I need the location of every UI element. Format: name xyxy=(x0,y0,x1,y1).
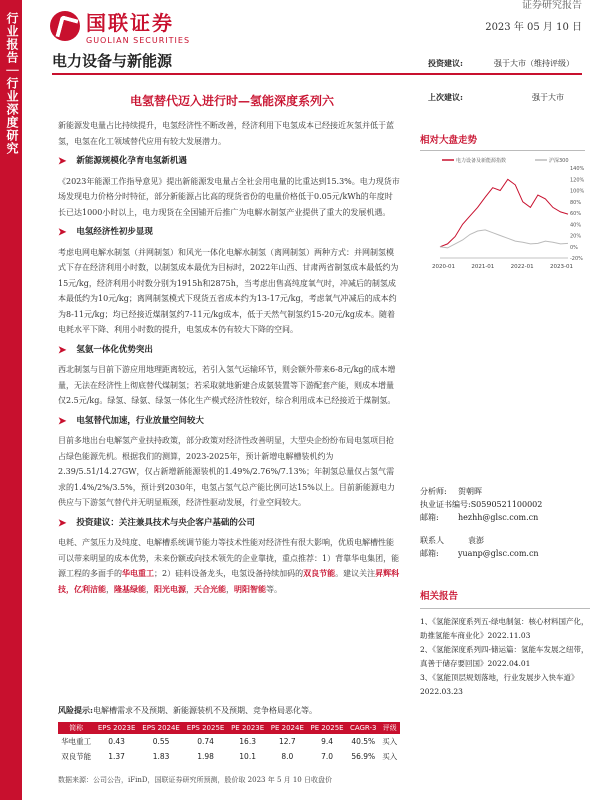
table-header: PE 2023E xyxy=(228,722,268,734)
related-item[interactable]: 1、《氢能深度系列五-绿电制氢：核心材料国产化，助推氢能车商业化》2022.11.03 xyxy=(420,617,589,640)
x-tick-label: 2023-01 xyxy=(550,264,573,270)
arrow-icon: ➤ xyxy=(58,415,67,427)
valuation-table xyxy=(58,722,400,764)
cert-label: 执业证书编号: xyxy=(420,500,471,509)
section-text: 西北制氢与目前下游应用地理距离较远，若引入氢气运输环节，则会额外带来6-8元/kg的成本增量，无法在经济性上彻底替代煤制氢；若采取就地新建合成氨装置等下游配套产能，则成本增量仅2.5元/kg。绿氢、绿氨、绿氢一体化生产模式经济性较好，综合利用成本已经接近于煤制氢。 xyxy=(58,365,396,405)
series-line-csi300 xyxy=(440,230,568,248)
intro-paragraph: 新能源发电量占比持续提升，电氢经济性不断改善，经济利用下电氢成本已经接近灰氢并低于蓝氢，电氢在化工领域替代应用有较大发展潜力。 xyxy=(58,121,394,146)
y-tick-label: 120% xyxy=(570,177,585,184)
table-cell: 华电重工 xyxy=(61,737,92,746)
y-tick-label: 0% xyxy=(570,244,578,251)
y-tick-label: -20% xyxy=(570,256,583,262)
rating-value: 强于大市（维持评级） xyxy=(494,59,574,68)
divider xyxy=(52,73,582,75)
table-header: EPS 2023E xyxy=(94,722,138,734)
table-cell: 1.98 xyxy=(197,752,214,761)
author-label: 分析师: xyxy=(420,487,447,496)
rating-label: 投资建议: xyxy=(428,58,463,68)
table-cell: 1.83 xyxy=(152,752,170,761)
y-tick-label: 80% xyxy=(570,199,582,206)
analyst-info xyxy=(420,485,585,560)
arrow-icon: ➤ xyxy=(58,227,67,238)
chart-svg xyxy=(420,150,585,280)
report-type: 证券研究报告 xyxy=(522,0,582,11)
last-rating-label: 上次建议: xyxy=(428,92,463,102)
section-heading xyxy=(58,414,400,430)
table-cell: 12.7 xyxy=(278,737,296,746)
table-cell: 0.43 xyxy=(108,737,125,746)
table-cell: 0.55 xyxy=(152,737,170,746)
table-cell: 7.0 xyxy=(321,752,333,761)
email-label: 邮箱: xyxy=(420,513,439,522)
x-tick-label: 2020-01 xyxy=(432,264,455,270)
table-cell: 16.3 xyxy=(239,737,256,746)
author-name: 贺朝晖 xyxy=(458,487,482,496)
arrow-icon: ➤ xyxy=(58,344,67,356)
table-header: PE 2024E xyxy=(267,722,307,734)
section-heading xyxy=(58,516,400,532)
related-item[interactable]: 3、《氢能顶层规划落地，行业发展步入快车道》2022.03.23 xyxy=(420,673,579,696)
y-tick-label: 60% xyxy=(570,211,582,217)
table-header: CAGR-3 xyxy=(347,722,380,734)
y-tick-label: 20% xyxy=(570,233,582,240)
last-rating-value: 强于大市 xyxy=(532,93,564,102)
main-content xyxy=(58,118,400,597)
table-header: 评级 xyxy=(380,722,400,734)
section-text: 目前多地出台电解氢产业扶持政策，部分政策对经济性改善明显，大型央企纷纷布局电氢项目抢占绿色能源先机。根据我们的测算，2023-2025年，预计新增电解槽装机约为2.39/5.51/14.27GW，仅占新增新能源装机的1.49%/2.76%/7.13%；年制氢总量仅占氢气需求的1.4%/2%/3.5%，预计到2030年，电氢占氢气总产能比例可达15%以上。目前新能源电力供应与下游氢气替代并无明显瓶颈，经济性驱动发展，行业空间较大。 xyxy=(58,436,395,507)
table-cell: 10.1 xyxy=(239,752,256,761)
section-text: 考虑电网电解水制氢（并网制氢）和风光一体化电解水制氢（离网制氢）两种方式：并网制氢模式下存在经济利用小时数，以制氢成本最优为目标时，2022年山西、甘肃两省制氢成本最低约为15元/kg，经济利用小时数分别为1915h和2875h，当考虑出售高纯度氧气时，冲减后的制氢成本最低约为10元/kg；离网制氢模式下现货五省成本约为13-17元/kg，考虑氧气冲减后的成本约为8-11元/kg；均已经接近煤制氢约7-11元/kg成本，低于天然气制氢约15-20元/kg成本。随着电耗水平下降、利用小时数的提升，电氢成本仍有较大下降的空间。 xyxy=(58,247,399,334)
related-title: 相关报告 xyxy=(420,591,459,602)
table-header: PE 2025E xyxy=(307,722,347,734)
contact-name: 袁澎 xyxy=(468,536,484,545)
table-cell: 8.0 xyxy=(281,752,294,761)
section-text: 电耗、产氢压力及纯度、电解槽系统调节能力等技术性能对经济性有很大影响，优质电解槽性能可以带来明显的成本优势，未来份额或向技术领先的企业靠拢，重点推荐：1）背靠华电集团，能源工程的多面手的华电重工；2）硅料设备龙头，电氢设备持续加码的双良节能。建议关注昇辉科技，亿利洁能，隆基绿能，阳光电源，天合光能，明阳智能等。 xyxy=(58,538,400,594)
related-list xyxy=(420,615,590,699)
section-text: 《2023年能源工作指导意见》提出新能源发电量占全社会用电量的比重达到15.3%。电力现货市场发现电力价格分时特征，部分新能源占比高的现货省份的电量价格低于0.05元/kWh的年度时长已达1000小时以上，电力现货在全国铺开后推广为电解水制氢产业提供了重大的发展机遇。 xyxy=(58,176,400,217)
report-title: 电氢替代迈入进行时—氢能深度系列六 xyxy=(130,94,335,108)
report-date: 2023 年 05 月 10 日 xyxy=(485,22,582,33)
section-title: 电氢替代加速，行业放量空间较大 xyxy=(76,415,204,426)
sidebar-label: 行业报告｜行业深度研究 xyxy=(5,12,19,155)
table-cell: 40.5% xyxy=(351,737,376,746)
y-tick-label: 40% xyxy=(570,222,582,229)
legend-label-b: 沪深300 xyxy=(549,158,569,164)
divider xyxy=(420,608,590,609)
contact-label: 联系人 xyxy=(420,536,444,545)
x-tick-label: 2022-01 xyxy=(510,264,534,270)
relative-performance-chart xyxy=(420,150,585,280)
chart-section-header xyxy=(420,132,585,151)
section-heading xyxy=(58,154,400,170)
legend-label-a: 电力设备及新能源指数 xyxy=(456,158,507,164)
risk-label: 风险提示: xyxy=(58,705,93,715)
arrow-icon: ➤ xyxy=(58,156,67,167)
cert-number: S0590521100002 xyxy=(470,500,543,509)
section-title: 新能源规模化孕育电氢新机遇 xyxy=(76,156,187,166)
industry-title: 电力设备与新能源 xyxy=(52,52,173,70)
table-cell: 1.37 xyxy=(108,752,125,761)
data-source: 数据来源：公司公告，iFinD，国联证券研究所预测，股价取 2023 年 5 月 10 日收盘价 xyxy=(58,776,332,784)
section-title: 电氢经济性初步显现 xyxy=(76,227,153,237)
contact-email[interactable]: yuanp@glsc.com.cn xyxy=(458,549,539,558)
logo-icon xyxy=(50,11,80,41)
section-heading xyxy=(58,225,400,241)
logo-cn: 国联证券 xyxy=(86,11,174,35)
section-heading xyxy=(58,343,400,359)
table-cell: 买入 xyxy=(382,752,398,761)
table-cell: 双良节能 xyxy=(61,752,92,761)
contact-email-label: 邮箱: xyxy=(420,549,439,558)
sidebar xyxy=(0,0,22,800)
logo-en: GUOLIAN SECURITIES xyxy=(86,36,191,45)
author-email[interactable]: hezhh@glsc.com.cn xyxy=(458,513,539,522)
chart-title: 相对大盘走势 xyxy=(420,135,478,146)
table-header: EPS 2024E xyxy=(139,722,183,734)
table-row xyxy=(58,734,400,749)
company-logo xyxy=(50,6,190,46)
table-cell: 9.4 xyxy=(321,737,333,746)
section-title: 投资建议：关注兼具技术与央企客户基础的公司 xyxy=(76,517,255,528)
y-tick-label: 140% xyxy=(570,166,585,172)
risk-text: 电解槽需求不及预期、新能源装机不及预期、竞争格局恶化等。 xyxy=(92,706,317,715)
y-tick-label: 100% xyxy=(570,188,585,195)
table-cell: 买入 xyxy=(382,737,398,746)
table-cell: 56.9% xyxy=(351,752,376,761)
arrow-icon: ➤ xyxy=(58,517,67,529)
section-title: 氢氨一体化优势突出 xyxy=(76,344,153,355)
x-tick-label: 2021-01 xyxy=(471,264,495,270)
table-row xyxy=(58,749,400,764)
table-header: 简称 xyxy=(58,722,94,734)
table-header: EPS 2025E xyxy=(183,722,227,734)
risk-warning xyxy=(58,705,400,716)
related-item[interactable]: 2、《氢能深度系列四-储运篇：氢能车发展之纽带，真善于储存要回国》2022.04.01 xyxy=(420,645,589,668)
table-cell: 0.74 xyxy=(197,737,214,746)
related-reports xyxy=(420,590,590,699)
